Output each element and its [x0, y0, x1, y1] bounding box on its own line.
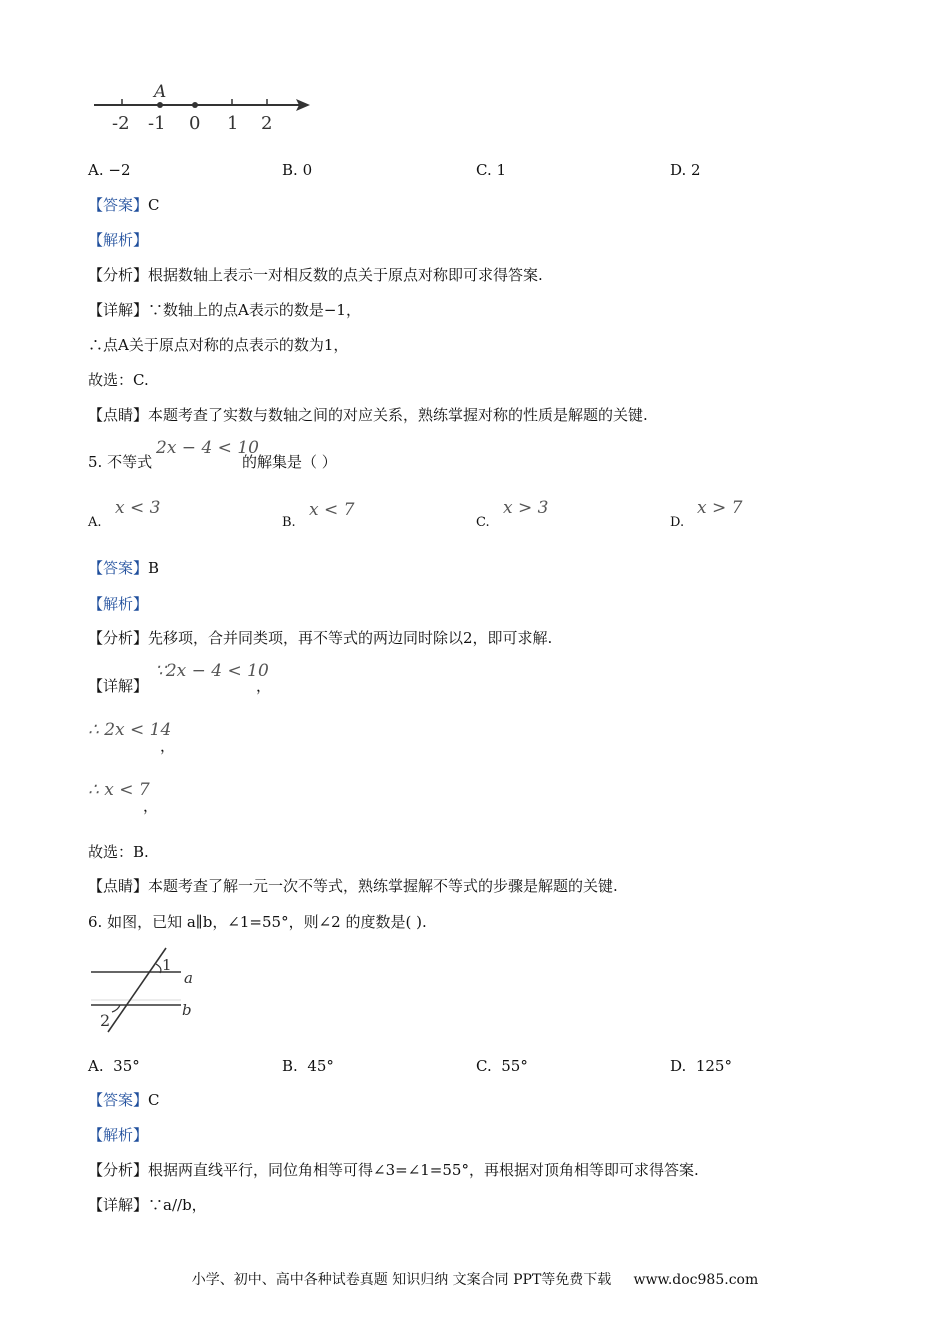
- angle-1-label: 1: [162, 956, 172, 974]
- point-a: [157, 102, 163, 108]
- tick-label: -2: [112, 113, 130, 134]
- q6-stem: 6. 如图，已知 a∥b，∠1=55°，则∠2 的度数是( ).: [88, 913, 427, 931]
- page-footer: [0, 1270, 950, 1290]
- tick-label: 2: [261, 113, 273, 134]
- q6-option-a: A. 35°: [88, 1057, 140, 1075]
- q4-option-d: D. 2: [670, 161, 701, 179]
- q5-step3-suffix: ，: [143, 797, 159, 815]
- q5-step2-math: ∴ 2x < 14: [88, 720, 172, 740]
- footer-site-link[interactable]: www.doc985.com: [633, 1272, 759, 1288]
- q5-option-c-value: x > 3: [503, 498, 549, 518]
- q5-step1-math: ∵2x − 4 < 10: [155, 661, 269, 681]
- q4-xiangjie: 【详解】∵数轴上的点A表示的数是−1，: [88, 301, 361, 319]
- q6-option-d: D. 125°: [670, 1057, 732, 1075]
- tick-label: -1: [148, 113, 166, 134]
- q5-choose: 故选：B.: [88, 843, 149, 861]
- q4-choose: 故选：C.: [88, 371, 149, 389]
- q5-option-b-value: x < 7: [309, 500, 355, 520]
- q5-option-c: C.: [476, 515, 490, 530]
- line-a-label: a: [184, 969, 193, 987]
- tick-label: 1: [227, 113, 239, 134]
- q6-answer: 【答案】C: [88, 1091, 160, 1109]
- q5-option-a-value: x < 3: [115, 498, 161, 518]
- q5-step2-suffix: ，: [160, 737, 176, 755]
- q5-analysis-heading: 【解析】: [88, 595, 149, 613]
- q5-step1-suffix: ，: [256, 677, 272, 695]
- q6-fenxi: 【分析】根据两直线平行，同位角相等可得∠3=∠1=55°，再根据对顶角相等即可求得答案.: [88, 1161, 699, 1179]
- q5-option-d: D.: [670, 515, 685, 530]
- number-line-figure: [88, 78, 318, 138]
- q5-stem: 5. 不等式: [88, 453, 153, 471]
- q5-xiangjie: 【详解】: [88, 677, 149, 695]
- q4-option-b: B. 0: [282, 161, 313, 179]
- q5-option-a: A.: [88, 515, 102, 530]
- q4-fenxi: 【分析】根据数轴上表示一对相反数的点关于原点对称即可求得答案.: [88, 266, 543, 284]
- angle-2-label: 2: [100, 1011, 111, 1030]
- q4-analysis-heading: 【解析】: [88, 231, 149, 249]
- origin-point: [192, 102, 198, 108]
- q4-dianjing: 【点睛】本题考查了实数与数轴之间的对应关系，熟练掌握对称的性质是解题的关键.: [88, 406, 648, 424]
- q6-option-c: C. 55°: [476, 1057, 528, 1075]
- q5-dianjing: 【点睛】本题考查了解一元一次不等式，熟练掌握解不等式的步骤是解题的关键.: [88, 877, 618, 895]
- q5-stem-suffix: 的解集是（ ）: [242, 453, 337, 471]
- footer-text: 小学、初中、高中各种试卷真题 知识归纳 文案合同 PPT等免费下载: [191, 1272, 612, 1288]
- q4-option-c: C. 1: [476, 161, 507, 179]
- q6-option-b: B. 45°: [282, 1057, 334, 1075]
- q5-answer: 【答案】B: [88, 559, 160, 577]
- q5-stem-math: 2x − 4 < 10: [156, 438, 259, 458]
- q6-xiangjie: 【详解】∵a//b，: [88, 1196, 207, 1214]
- q4-step: ∴点A关于原点对称的点表示的数为1，: [88, 336, 349, 354]
- line-b-label: b: [182, 1001, 192, 1019]
- q5-option-d-value: x > 7: [697, 498, 743, 518]
- q4-option-a: A. −2: [88, 161, 131, 179]
- parallel-lines-figure: [86, 944, 206, 1036]
- tick-label: 0: [189, 113, 201, 134]
- q5-step3-math: ∴ x < 7: [88, 780, 150, 800]
- q4-answer: 【答案】C: [88, 196, 160, 214]
- q6-analysis-heading: 【解析】: [88, 1126, 149, 1144]
- point-a-label: A: [154, 82, 167, 102]
- q5-fenxi: 【分析】先移项，合并同类项，再不等式的两边同时除以2，即可求解.: [88, 629, 553, 647]
- q5-option-b: B.: [282, 515, 296, 530]
